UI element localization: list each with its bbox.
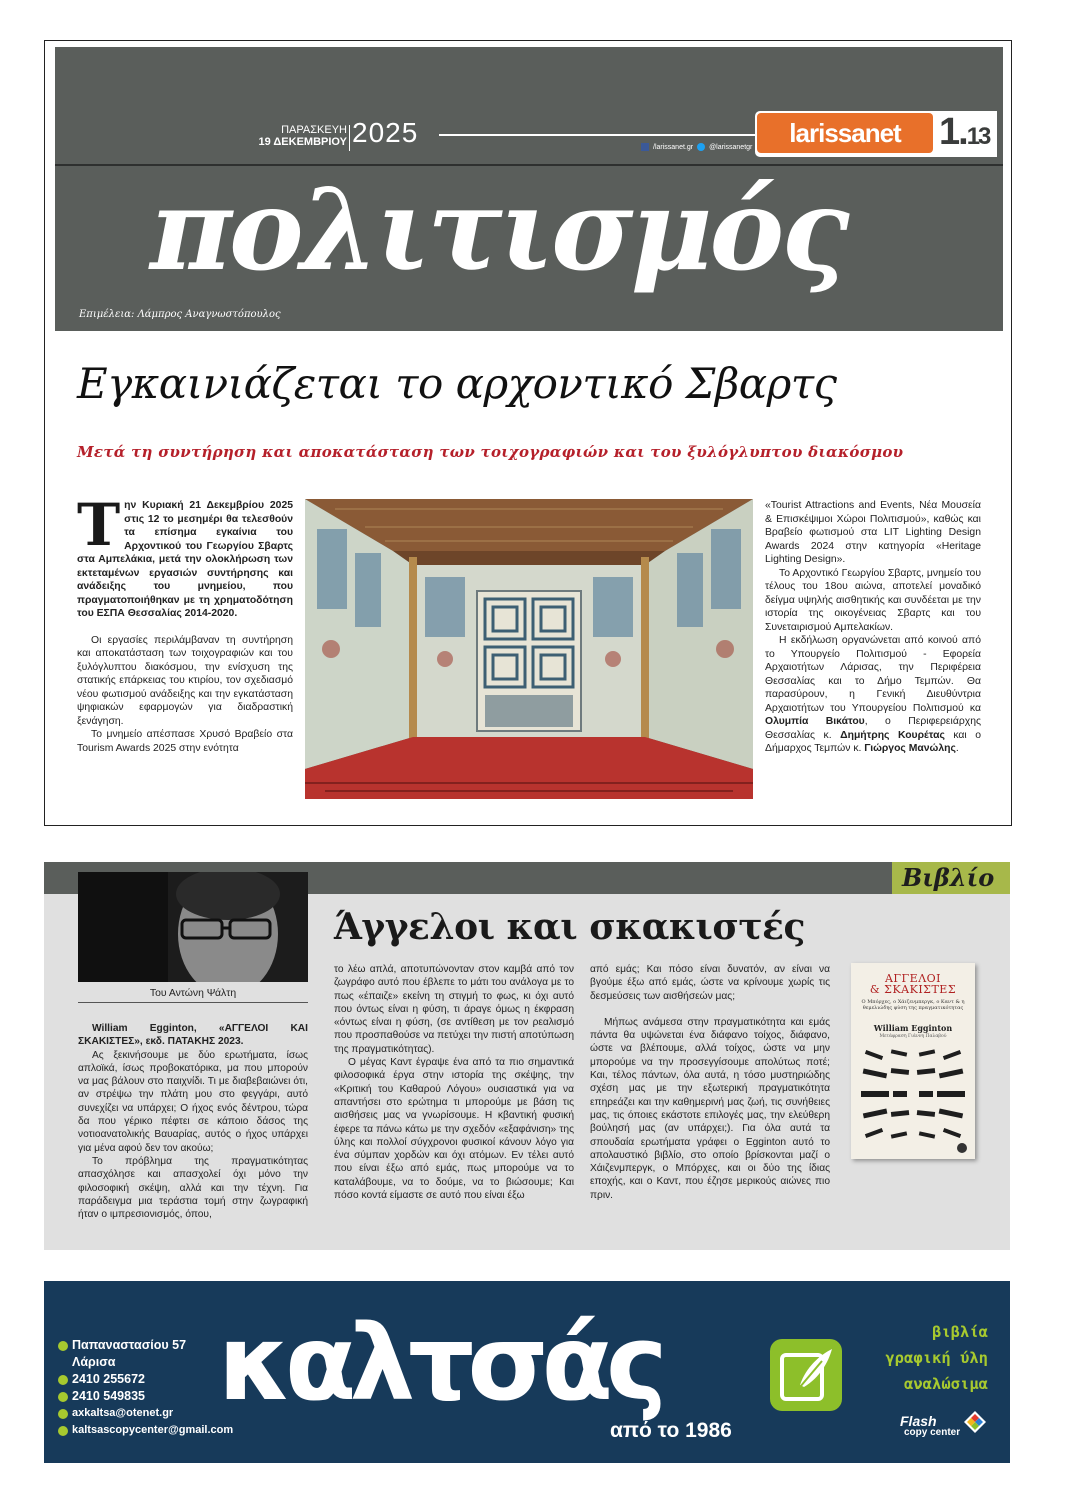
ad-product-tags	[885, 1319, 988, 1397]
section-title: πολιτισμός	[150, 165, 847, 296]
page-number-main: 1.	[939, 111, 967, 153]
location-icon	[58, 1341, 68, 1351]
mansion-interior-illustration	[305, 499, 753, 799]
facebook-icon	[641, 143, 649, 151]
officials-text: Η εκδήλωση οργανώνεται από κοινού από το Υπουργείο Πολιτισμού - Εφορεία Αρχαιοτήτων Λάρισας, την Περιφέρεια Θεσσαλίας και το Δήμο Τεμπών. Θα παρασύρουν, η Γενική Διευθύντρια Αρχαιοτήτων του Υπουργείου Πολιτισμού κα	[765, 635, 981, 714]
ad-email[interactable]: kaltsascopycenter@gmail.com	[72, 1424, 234, 1436]
book-column-1	[78, 1022, 308, 1221]
issue-year: 2025	[352, 117, 419, 148]
lead-text: ην Κυριακή 21 Δεκεμβρίου 2025 στις 12 το μεσημέρι θα τελεσθούν τα επίσημα εγκαίνια του Αρχοντικού του Γεωργίου Σβαρτς στα Αμπελάκια, μετά την ολοκλήρωση των εκτεταμένων εργασιών συντήρησης και ανάδειξης του μνημείου, που πραγματοποιήθηκαν με τη χρηματοδότηση του ΕΣΠΑ Θεσσαλίας 2014-2020.	[77, 500, 293, 619]
ad-brand-name: καλτσάς	[218, 1302, 661, 1424]
social-handles	[641, 143, 752, 151]
email-icon	[58, 1426, 68, 1436]
ad-address-row	[58, 1337, 233, 1354]
author-byline: Του Αντώνη Ψάλτη	[149, 988, 237, 999]
book-column-2	[334, 963, 574, 1202]
ad-phone-row	[58, 1371, 233, 1388]
ad-tag-consumables: αναλώσιμα	[904, 1375, 988, 1393]
article-subhead: Μετά τη συντήρηση και αποκατάσταση των τοιχογραφιών και του ξυλόγλυπτου διακόσμου	[77, 443, 904, 461]
ad-since: από το 1986	[610, 1419, 732, 1442]
book-review-title: Άγγελοι και σκακιστές	[334, 906, 805, 948]
ad-tag-stationery: γραφική ύλη	[885, 1349, 988, 1367]
ad-city: Λάρισα	[72, 1355, 116, 1369]
cover-title-line: ΑΓΓΕΛΟΙ	[884, 972, 942, 985]
date-separator	[349, 125, 350, 151]
ad-tag-books: βιβλία	[932, 1323, 988, 1341]
officials-text: .	[955, 743, 959, 754]
article-paragraph: Οι εργασίες περιλάμβαναν τη συντήρηση και αποκατάσταση των τοιχογραφιών και του ξυλόγλυπτου διακόσμου, την ενίσχυση της στατικής επάρκειας του κτιρίου, τον σχεδιασμό νέου φωτισμού ανάδειξης και την εγκατάσταση ψηφιακών εφαρμογών για διαδραστική ξενάγηση.	[77, 634, 293, 727]
book-section-tab	[892, 862, 1010, 894]
official-name: Δημήτρης Κουρέτας	[840, 729, 945, 741]
article-paragraph: Το μνημείο απέσπασε Χρυσό Βραβείο στα Tourism Awards 2025 στην ενότητα	[77, 729, 293, 754]
feather-book-icon	[770, 1339, 842, 1411]
book-review-section	[44, 862, 1010, 1250]
book-reference: William Egginton, «ΑΓΓΕΛΟΙ ΚΑΙ ΣΚΑΚΙΣΤΕΣ», εκδ. ΠΑΤΑΚΗΣ 2023.	[78, 1023, 308, 1048]
phone-icon	[58, 1392, 68, 1402]
article-paragraph: Το Αρχοντικό Γεωργίου Σβαρτς, μνημείο του τέλους του 18ου αιώνα, αποτελεί μοναδικό δείγμα υψηλής αισθητικής και συνδέεται με την ιστορία της οικογένειας Σβαρτς και του Συνεταιρισμού Αμπελακίων.	[765, 567, 981, 633]
phone-icon	[58, 1375, 68, 1385]
book-paragraph: Το πρόβλημα της πραγματικότητας απασχόλησε και απασχολεί όχι μόνο την φιλοσοφική σκέψη, αλλά και την τέχνη. Για παράδειγμα μια τεράστια τομή στην ζωγραφική ήταν ο ιμπρεσιονισμός, όπου,	[78, 1155, 308, 1221]
ad-email-row	[58, 1405, 233, 1422]
article-headline: Εγκαινιάζεται το αρχοντικό Σβαρτς	[77, 359, 837, 408]
facebook-handle[interactable]: /larissanet.gr	[653, 143, 694, 151]
book-paragraph: από εμάς; Και πόσο είναι δυνατόν, αν είναι να βγούμε έξω από εμάς, ώστε να κρίνουμε χωρίς τις δεσμεύσεις των αισθήσεών μας;	[590, 964, 830, 1002]
issue-date: 19 ΔΕΚΕΜΒΡΙΟΥ	[258, 136, 347, 148]
drop-cap: Τ	[77, 491, 121, 559]
author-photo	[78, 872, 308, 982]
article-paragraph-officials	[765, 634, 981, 756]
section-header	[55, 47, 1003, 331]
article-lead	[77, 491, 293, 621]
official-name: Γιώργος Μανώλης	[864, 743, 956, 754]
article-column-3	[765, 499, 981, 756]
kaltsas-advertisement[interactable]	[44, 1281, 1010, 1463]
page-number-sub: 13	[966, 123, 990, 150]
cover-title-line: & ΣΚΑΚΙΣΤΕΣ	[869, 983, 957, 996]
author-portrait	[78, 872, 308, 982]
publisher-logo	[957, 1143, 967, 1153]
section-editor: Επιμέλεια: Λάμπρος Αναγνωστόπουλος	[79, 309, 281, 320]
officials-text: και ο Δήμαρχος Τεμπών κ.	[765, 729, 982, 754]
cover-title	[851, 973, 975, 995]
twitter-handle[interactable]: @larissanetgr	[709, 143, 753, 151]
byline-rule	[78, 1002, 308, 1003]
mansion-interior-photo	[305, 499, 753, 799]
book-section-label: Βιβλίο	[902, 863, 995, 892]
flash-copy-center-logo	[900, 1413, 960, 1438]
ad-contact-info	[58, 1337, 233, 1439]
book-cover	[851, 963, 975, 1159]
twitter-icon	[697, 143, 705, 151]
cover-burst-illustration	[861, 1047, 965, 1147]
cover-author: William Egginton	[873, 1023, 953, 1033]
book-paragraph: Ας ξεκινήσουμε με δύο ερωτήματα, ίσως απλοϊκά, ίσως προβοκατόρικα, μα που μπορούν να μας βάλουν στο παιχνίδι. Τι με διαβεβαιώνει ότι, αν στρέψω την πλάτη μου στο φεγγάρι, αυτό συνεχίζει να υπάρχει; Ο ήχος ενός δέντρου, τώρα δα που γέρικο πέφτει σε κάποιο δάσος της νοτιοανατολικής Βαυαρίας, αυτός ο ήχος υπάρχει για μένα αφού δεν τον ακούω;	[78, 1049, 308, 1154]
page-number	[939, 111, 989, 154]
ad-phone[interactable]: 2410 255672	[72, 1372, 145, 1386]
issue-day: ΠΑΡΑΣΚΕΥΗ	[281, 124, 347, 136]
ad-phone-row	[58, 1388, 233, 1405]
ad-city-row	[58, 1354, 233, 1371]
ad-phone[interactable]: 2410 549835	[72, 1389, 145, 1403]
ad-address: Παπαναστασίου 57	[72, 1338, 187, 1352]
brand-box	[755, 111, 997, 157]
ad-email[interactable]: axkaltsa@otenet.gr	[72, 1407, 174, 1419]
cover-subtitle: Ο Μπόρχες, ο Χάιζενμπεργκ, ο Καντ & η θεμελιώδης φύση της πραγματικότητας	[861, 999, 965, 1011]
article-column-1	[77, 491, 293, 755]
feather-icon	[770, 1339, 842, 1411]
official-name: Ολυμπία Βικάτου	[765, 716, 865, 727]
cover-translator: Μετάφραση Γιάννη Παλαβού	[879, 1034, 947, 1039]
book-paragraph: Μήπως ανάμεσα στην πραγματικότητα και εμάς πάντα θα υψώνεται ένα διάφανο τοίχος, διάφανο, ώστε να βλέπουμε, αλλά τοίχος, ώστε να μην μπορούμε να την προσεγγίσουμε απολύτως ποτέ; Και, τέλος πάντων, όλα αυτά, η τόσο μυστηριώδης σχέση μας με την εξωτερική πραγματικότητα επηρεάζει και την καθημερινή μας ζωή, τις συνήθειες μας, τις όποιες εκάστοτε επιλογές μας, την ελεύθερη βούλησή μας (αν υπάρχει;). Για όλα αυτά τα σπουδαία ερωτήματα γράφει ο Egginton αυτό το απολαυστικό βιβλίο, στο οποίο βρίσκονται μαζί ο Χάιζενμπεργκ, ο Μπόρχες, και οι δύο της ίδιας εποχής, και ο Καντ, που έζησε μερικούς αιώνες πιο πριν.	[590, 1016, 830, 1201]
book-paragraph: Ο μέγας Καντ έγραψε ένα από τα πιο σημαντικά φιλοσοφικά έργα στην ιστορία της σκέψης, την «Κριτική του Καθαρού Λόγου» ουσιαστικά για να απαντήσει στο ερώτημα τι μπορούμε με βάση τις αισθήσεις μας να γνωρίσουμε. Η κβαντική φυσική έφερε τα πάνω κάτω με την σχεδόν «εξαφάνιση» της ύλης και πολλοί σύγχρονοι φυσικοί κάνουν λόγο για ένα σύμπαν χορδών και όχι ατόμων. Εν τέλει αυτό που είναι έξω από εμάς, πως μπορούμε να το καταλάβουμε, να το δούμε, να το βιώσουμε; Και πόσο κοντά είμαστε σε αυτό που είναι έξω	[334, 1057, 574, 1202]
book-paragraph: το λέω απλά, αποτυπώνονταν στον καμβά από τον ζωγράφο αυτό που έβλεπε το μάτι του ανάλογα με το πως «έπαιζε» εκείνη τη στιγμή το φως, κι όχι αυτό που όντως είναι η φύση, τι άραγε όμως η έκφραση «όντως είναι η φύση, (σε αντίθεση με τον ρεαλισμό που προσπαθούσε να πετύχει την πιστή αποτύπωση της πραγματικότητας).	[334, 964, 574, 1055]
culture-article-frame	[44, 40, 1012, 826]
article-paragraph: «Tourist Attractions and Events, Νέα Μουσεία & Επισκέψιμοι Χώροι Πολιτισμού», καθώς και Βραβείο φωτισμού στα LIT Lighting Design Awards 2024 στην κατηγορία «Heritage Lighting Design».	[765, 500, 981, 565]
email-icon	[58, 1409, 68, 1419]
header-rule	[439, 134, 799, 136]
officials-text: , ο Περιφερειάρχης Θεσσαλίας κ.	[765, 716, 981, 741]
book-column-3	[590, 963, 830, 1202]
brand-logo[interactable]: larissanet	[757, 113, 933, 153]
copy-center-label: copy center	[904, 1427, 961, 1438]
ad-email-row	[58, 1422, 233, 1439]
flash-label: Flash	[900, 1413, 937, 1429]
flash-diamond-icon	[964, 1411, 986, 1433]
